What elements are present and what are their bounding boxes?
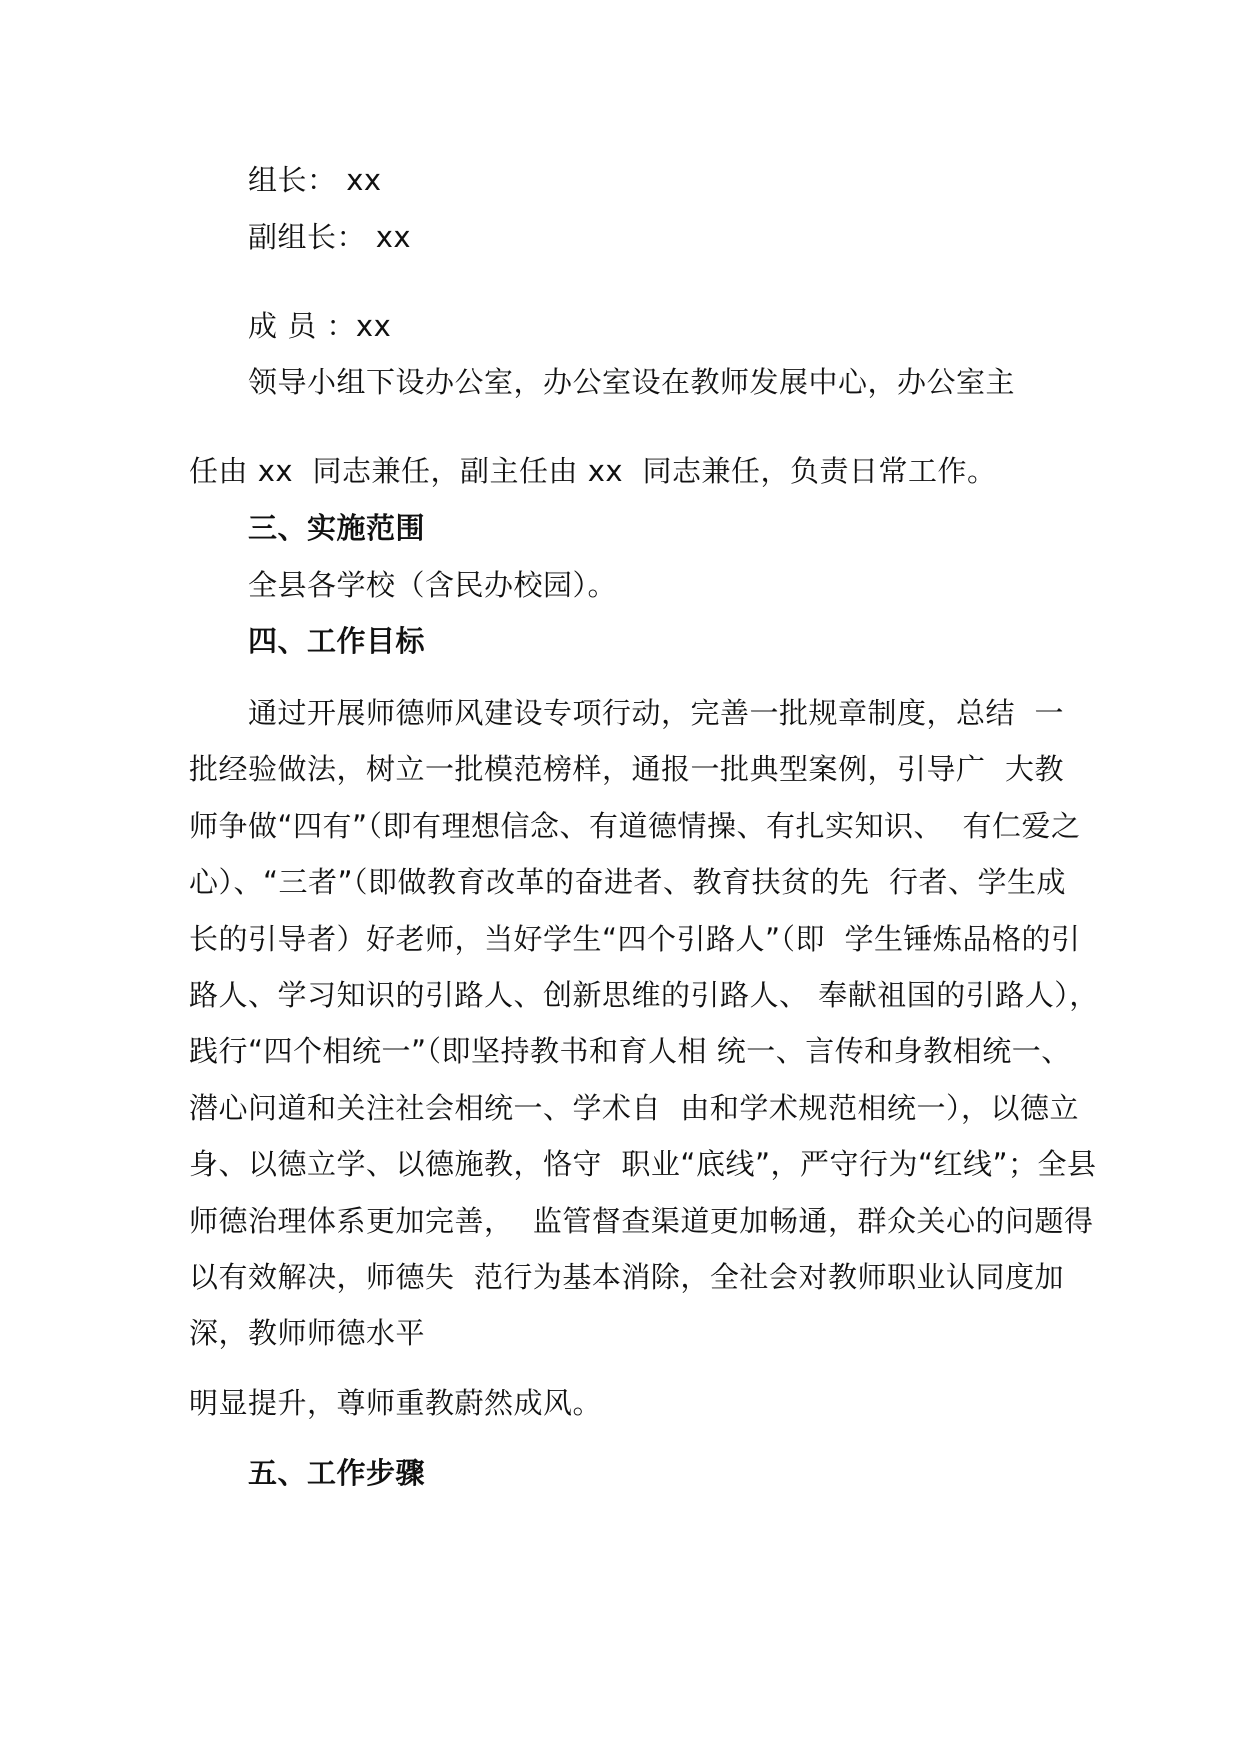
- section-4-line: 长的引导者）好老师，当好学生“四个引路人”（即 学生锤炼品格的引: [189, 922, 1081, 956]
- section-4-line: 深，教师师德水平: [189, 1316, 426, 1350]
- section-4-line: 潜心问道和关注社会相统一、学术自 由和学术规范相统一），以德立: [189, 1091, 1079, 1125]
- section-4-line: 身、以德立学、以德施教，恪守 职业“底线”，严守行为“红线”；全县: [189, 1147, 1097, 1181]
- office-line-1: 领导小组下设办公室，办公室设在教师发展中心，办公室主: [248, 365, 1016, 399]
- section-4-line: 以有效解决，师德失 范行为基本消除，全社会对教师职业认同度加: [189, 1260, 1064, 1294]
- section-5-heading: 五、工作步骤: [248, 1456, 426, 1490]
- section-4-line: 师争做“四有”（即有理想信念、有道德情操、有扎实知识、 有仁爱之: [189, 809, 1081, 843]
- section-4-line: 心）、“三者”（即做教育改革的奋进者、教育扶贫的先 行者、学生成: [189, 865, 1066, 899]
- section-4-line: 师德治理体系更加完善， 监管督查渠道更加畅通，群众关心的问题得: [189, 1204, 1094, 1238]
- section-4-line: 路人、学习知识的引路人、创新思维的引路人、 奉献祖国的引路人），: [189, 978, 1099, 1012]
- section-3-body: 全县各学校（含民办校园）。: [248, 568, 618, 602]
- members-line: 成 员 ：xx: [248, 309, 392, 343]
- section-4-line: 践行“四个相统一”（即坚持教书和育人相 统一、言传和身教相统一、: [189, 1034, 1071, 1068]
- section-4-line: 批经验做法，树立一批模范榜样，通报一批典型案例，引导广 大教: [189, 752, 1064, 786]
- section-4-heading: 四、工作目标: [248, 624, 426, 658]
- deputy-leader-line: 副组长： xx: [248, 220, 412, 254]
- office-line-2: 任由 xx 同志兼任，副主任由 xx 同志兼任，负责日常工作。: [189, 454, 997, 488]
- section-4-line: 通过开展师德师风建设专项行动，完善一批规章制度，总结 一: [248, 696, 1064, 730]
- leader-line: 组长： xx: [248, 163, 382, 197]
- section-4-last-line: 明显提升，尊师重教蔚然成风。: [189, 1386, 603, 1420]
- section-3-heading: 三、实施范围: [248, 511, 426, 545]
